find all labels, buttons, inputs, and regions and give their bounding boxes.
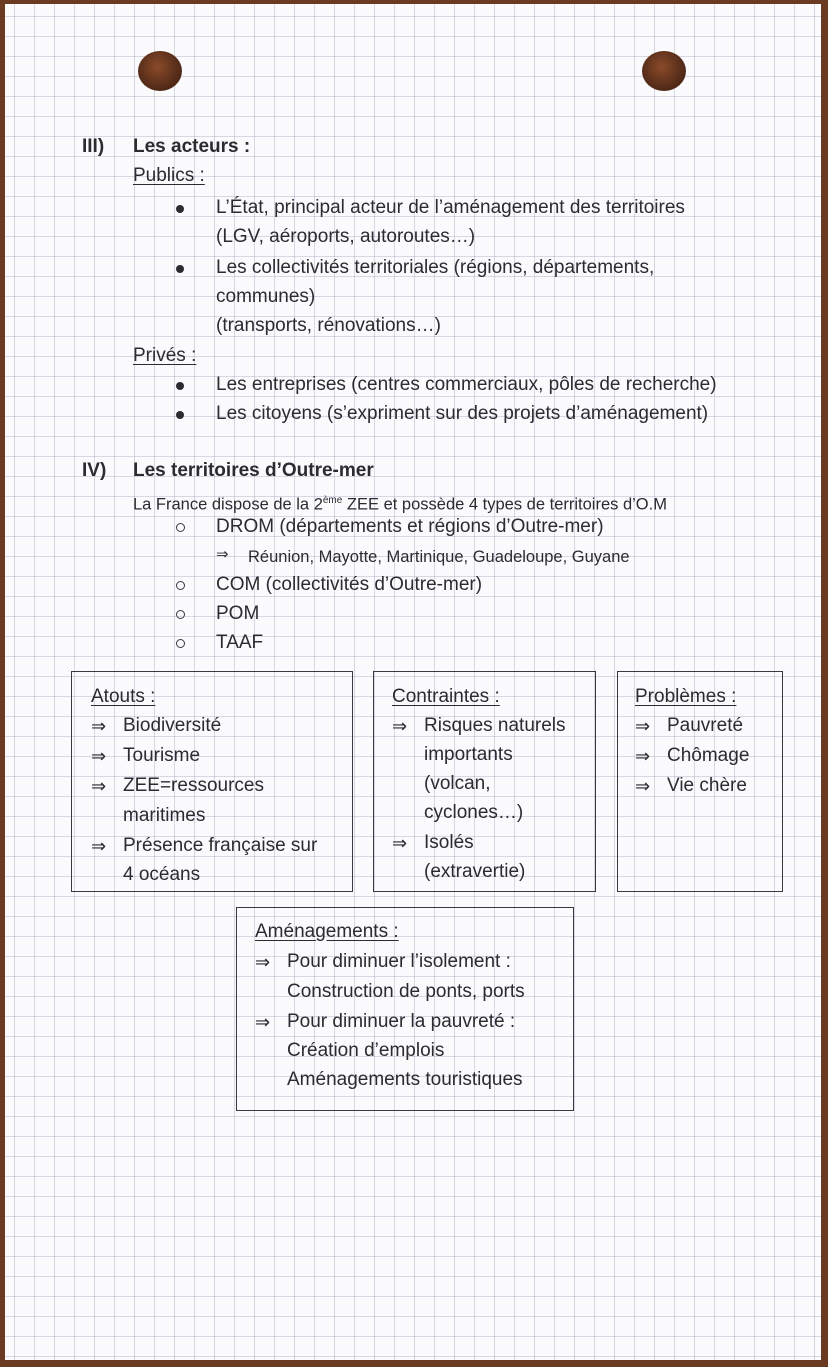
atouts-item-1: Biodiversité — [123, 715, 222, 736]
atouts-item-4b: 4 océans — [123, 864, 201, 885]
amenagements-item-2: Pour diminuer la pauvreté : — [287, 1011, 516, 1032]
om-item-taaf: TAAF — [216, 632, 264, 653]
arrow-icon: ⇒ — [255, 952, 271, 972]
bullet-icon — [176, 265, 184, 273]
section-3-number: III) — [82, 136, 105, 157]
bullet-icon — [176, 205, 184, 213]
amenagements-item-1-detail: Construction de ponts, ports — [287, 981, 525, 1002]
publics-item-2-line1: Les collectivités territoriales (régions, départements, — [216, 257, 655, 278]
section-4-intro: La France dispose de la 2ème ZEE et possède 4 types de territoires d’O.M — [133, 495, 667, 514]
bullet-icon — [176, 411, 184, 419]
amenagements-item-2-detail-1: Création d’emplois — [287, 1040, 445, 1061]
notebook-page — [5, 4, 821, 1360]
circle-bullet-icon — [176, 639, 185, 648]
contraintes-item-1a: Risques naturels — [424, 715, 566, 736]
publics-heading: Publics : — [133, 165, 205, 186]
punch-hole-right — [642, 51, 686, 91]
contraintes-item-1d: cyclones…) — [424, 802, 524, 823]
section-4-title: Les territoires d’Outre-mer — [133, 460, 374, 481]
atouts-item-2: Tourisme — [123, 745, 201, 766]
drom-detail: Réunion, Mayotte, Martinique, Guadeloupe, Guyane — [248, 548, 630, 566]
atouts-item-4a: Présence française sur — [123, 835, 318, 856]
contraintes-item-2a: Isolés — [424, 832, 474, 853]
arrow-icon: ⇒ — [91, 776, 107, 796]
circle-bullet-icon — [176, 610, 185, 619]
amenagements-title: Aménagements : — [255, 921, 399, 942]
arrow-icon: ⇒ — [635, 746, 651, 766]
arrow-icon: ⇒ — [392, 716, 408, 736]
arrow-icon: ⇒ — [635, 776, 651, 796]
publics-item-2-line2: communes) — [216, 286, 316, 307]
problemes-item-2: Chômage — [667, 745, 750, 766]
arrow-icon: ⇒ — [392, 833, 408, 853]
arrow-icon: ⇒ — [255, 1012, 271, 1032]
atouts-item-3a: ZEE=ressources — [123, 775, 264, 796]
om-item-com: COM (collectivités d’Outre-mer) — [216, 574, 483, 595]
arrow-icon: ⇒ — [91, 836, 107, 856]
atouts-title: Atouts : — [91, 686, 156, 707]
prives-heading: Privés : — [133, 345, 197, 366]
contraintes-title: Contraintes : — [392, 686, 500, 707]
section-4-number: IV) — [82, 460, 107, 481]
contraintes-item-1c: (volcan, — [424, 773, 491, 794]
atouts-item-3b: maritimes — [123, 805, 206, 826]
contraintes-item-1b: importants — [424, 744, 513, 765]
om-item-drom: DROM (départements et régions d’Outre-mer) — [216, 516, 604, 537]
circle-bullet-icon — [176, 581, 185, 590]
arrow-icon: ⇒ — [635, 716, 651, 736]
prives-item-1: Les entreprises (centres commerciaux, pôles de recherche) — [216, 374, 717, 395]
arrow-icon: ⇒ — [91, 746, 107, 766]
prives-item-2: Les citoyens (s’expriment sur des projets d’aménagement) — [216, 403, 709, 424]
punch-hole-left — [138, 51, 182, 91]
problemes-item-3: Vie chère — [667, 775, 747, 796]
publics-item-1-line1: L’État, principal acteur de l’aménagement des territoires — [216, 197, 685, 218]
arrow-icon: ⇒ — [216, 546, 229, 563]
publics-item-1-line2: (LGV, aéroports, autoroutes…) — [216, 226, 476, 247]
problemes-item-1: Pauvreté — [667, 715, 744, 736]
problemes-title: Problèmes : — [635, 686, 737, 707]
contraintes-item-2b: (extravertie) — [424, 861, 526, 882]
section-3-title: Les acteurs : — [133, 136, 251, 157]
amenagements-item-1: Pour diminuer l’isolement : — [287, 951, 511, 972]
om-item-pom: POM — [216, 603, 260, 624]
amenagements-item-2-detail-2: Aménagements touristiques — [287, 1069, 523, 1090]
publics-item-2-line3: (transports, rénovations…) — [216, 315, 441, 336]
bullet-icon — [176, 382, 184, 390]
circle-bullet-icon — [176, 523, 185, 532]
arrow-icon: ⇒ — [91, 716, 107, 736]
